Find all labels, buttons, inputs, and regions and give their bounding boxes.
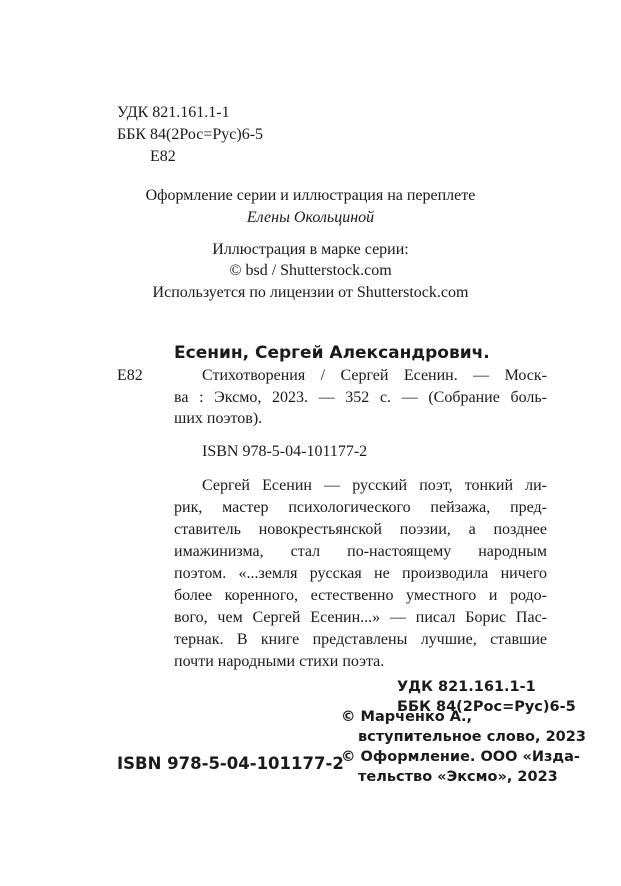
annotation-line-6: более коренного, естественно уместного и родо- [174, 587, 547, 604]
annotation-line-8: тернак. В книге представлены лучшие, ставшие [174, 631, 547, 648]
annotation-line-2: рик, мастер психологического пейзажа, пред- [174, 499, 547, 516]
record-description-line-1: Стихотворения / Сергей Есенин. — Моск- [202, 367, 547, 384]
copyright-line-2: вступительное слово, 2023 [358, 729, 586, 745]
record-author-mark: Е82 [117, 367, 143, 384]
footer-isbn: ISBN 978-5-04-101177-2 [117, 754, 344, 773]
author-heading: Есенин, Сергей Александрович. [174, 343, 490, 363]
license-notice: Используется по лицензии от Shutterstock.com [152, 284, 469, 301]
footer-bbk-code: ББК 84(2Рос=Рус)6-5 [397, 699, 576, 715]
copyright-line-3: © Оформление. ООО «Изда- [341, 749, 580, 765]
mark-illustration-credit: © bsd / Shutterstock.com [229, 262, 392, 279]
record-isbn: ISBN 978-5-04-101177-2 [202, 443, 368, 460]
series-design-artist: Елены Окольциной [246, 209, 375, 226]
series-design-label: Оформление серии и иллюстрация на переплете [145, 187, 476, 204]
footer-udk-code: УДК 821.161.1-1 [397, 679, 536, 695]
record-description-line-3: ших поэтов). [174, 410, 263, 427]
udk-code: УДК 821.161.1-1 [117, 104, 230, 121]
record-description-line-2: ва : Эксмо, 2023. — 352 с. — (Собрание боль- [174, 389, 547, 406]
author-mark: Е82 [150, 148, 176, 165]
bbk-code: ББК 84(2Рос=Рус)6-5 [117, 126, 264, 143]
mark-illustration-label: Иллюстрация в марке серии: [212, 241, 409, 258]
annotation-line-3: ставитель новокрестьянской поэзии, а позднее [174, 521, 547, 538]
annotation-line-7: вого, чем Сергей Есенин...» — писал Борис Пас- [174, 609, 547, 626]
annotation-line-1: Сергей Есенин — русский поэт, тонкий ли- [202, 477, 547, 494]
copyright-line-1: © Марченко А., [341, 709, 473, 725]
annotation-line-5: поэтом. «...земля русская не производила ничего [174, 565, 547, 582]
annotation-line-4: имажинизма, стал по-настоящему народным [174, 543, 547, 560]
annotation-line-9: почти народными стихи поэта. [174, 653, 385, 670]
copyright-line-4: тельство «Эксмо», 2023 [358, 769, 558, 785]
